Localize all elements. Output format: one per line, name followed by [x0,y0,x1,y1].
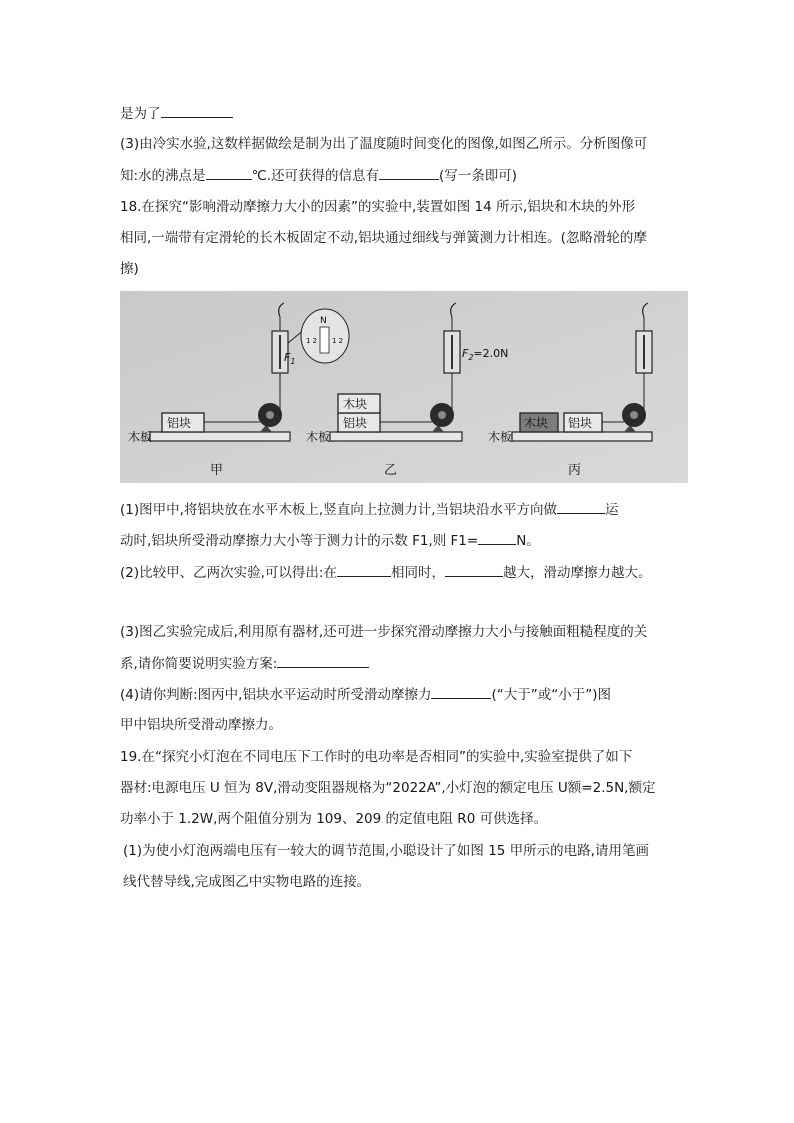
line-text: 越大，滑动摩擦力越大。 [502,565,652,581]
answer-blank[interactable] [478,530,516,545]
line-text: 动时,铝块所受滑动摩擦力大小等于测力计的示数 F1,则 F1= [120,533,479,549]
line-text: N。 [516,533,540,549]
question-18-line-1: 18.在探究“影响滑动摩擦力大小的因素”的实验中,装置如图 14 所示,铝块和木块的外形 [120,199,636,215]
question-19-line-3: 功率小于 1.2W,两个阻值分别为 109、209 的定值电阻 R0 可供选择。 [120,811,548,827]
aluminum-label: 铝块 [568,416,593,430]
question-18-line-3: 擦) [120,261,139,277]
question-19-line-1: 19.在“探究小灯泡在不同电压下工作时的电功率是否相同”的实验中,实验室提供了如下 [120,749,633,765]
line-text: 知:水的沸点是 [120,168,206,184]
figure-14-photo [120,291,688,483]
q18-part3-line-1: (3)图乙实验完成后,利用原有器材,还可进一步探究滑动摩擦力大小与接触面粗糙程度的关 [120,624,648,640]
line-text: 相同时， [390,565,445,581]
f2-label: $F_2=2.0N$ [462,347,509,362]
wood-label: 木块 [343,397,368,411]
line-text: 运 [605,502,619,518]
board [512,432,652,441]
figure-background [120,291,688,483]
q18-part3-line-2 [120,653,369,674]
line-text: ℃.还可获得的信息有 [251,168,380,184]
q18-part4-line-2: 甲中铝块所受滑动摩擦力。 [120,717,282,733]
question-19-line-2: 器材:电源电压 U 恒为 8V,滑动变阻器规格为“2022A”,小灯泡的额定电压 U额=2.5N,额定 [120,780,656,796]
question-18-line-2: 相同,一端带有定滑轮的长木板固定不动,铝块通过细线与弹簧测力计相连。(忽略滑轮的摩 [120,230,647,246]
scale-left: 1 2 [306,337,318,345]
answer-blank[interactable] [206,165,252,180]
line-text: (写一条即可) [439,168,518,184]
answer-blank[interactable] [557,499,605,514]
q19-part1-line-1: (1)为使小灯泡两端电压有一较大的调节范围,小聪设计了如图 15 甲所示的电路,请用笔画 [123,843,649,859]
answer-blank[interactable] [277,653,369,668]
line-text: (“大于”或“小于”)图 [491,687,611,703]
text-line-3 [120,165,517,186]
answer-blank[interactable] [379,165,439,180]
line-text: (4)请你判断:图丙中,铝块水平运动时所受滑动摩擦力 [120,687,432,703]
line-text: 是为了 [120,106,161,122]
board-label: 木板 [128,430,153,444]
board-label: 木板 [306,430,331,444]
meter-unit: N [320,316,327,326]
text-line-2: (3)由冷实水验,这数样据做绘是制为出了温度随时间变化的图像,如图乙所示。分析图像可 [120,136,648,152]
line-text: 系,请你简要说明实验方案: [120,656,278,672]
line-text: (1)图甲中,将铝块放在水平木板上,竖直向上拉测力计,当铝块沿水平方向做 [120,502,557,518]
f1-label: $F_1$ [284,351,296,366]
q18-part1-line-1 [120,499,619,520]
answer-blank[interactable] [445,562,503,577]
answer-blank[interactable] [337,562,391,577]
q18-part4-line-1 [120,684,611,705]
aluminum-label: 铝块 [167,416,192,430]
text-line-1 [120,103,233,124]
caption-yi: 乙 [384,463,398,478]
q18-part1-line-2 [120,530,540,551]
line-text: (2)比较甲、乙两次实验,可以得出:在 [120,565,337,581]
wood-label: 木块 [524,416,549,430]
q19-part1-line-2: 线代替导线,完成图乙中实物电路的连接。 [123,874,371,890]
caption-bing: 丙 [568,463,582,478]
answer-blank[interactable] [431,684,491,699]
q18-part2-line [120,562,651,583]
board [150,432,290,441]
caption-jia: 甲 [210,463,224,478]
answer-blank[interactable] [161,103,233,118]
board [330,432,462,441]
board-label: 木板 [488,430,513,444]
scale-right: 1 2 [332,337,344,345]
aluminum-label: 铝块 [343,416,368,430]
experiment-figure [120,291,688,483]
